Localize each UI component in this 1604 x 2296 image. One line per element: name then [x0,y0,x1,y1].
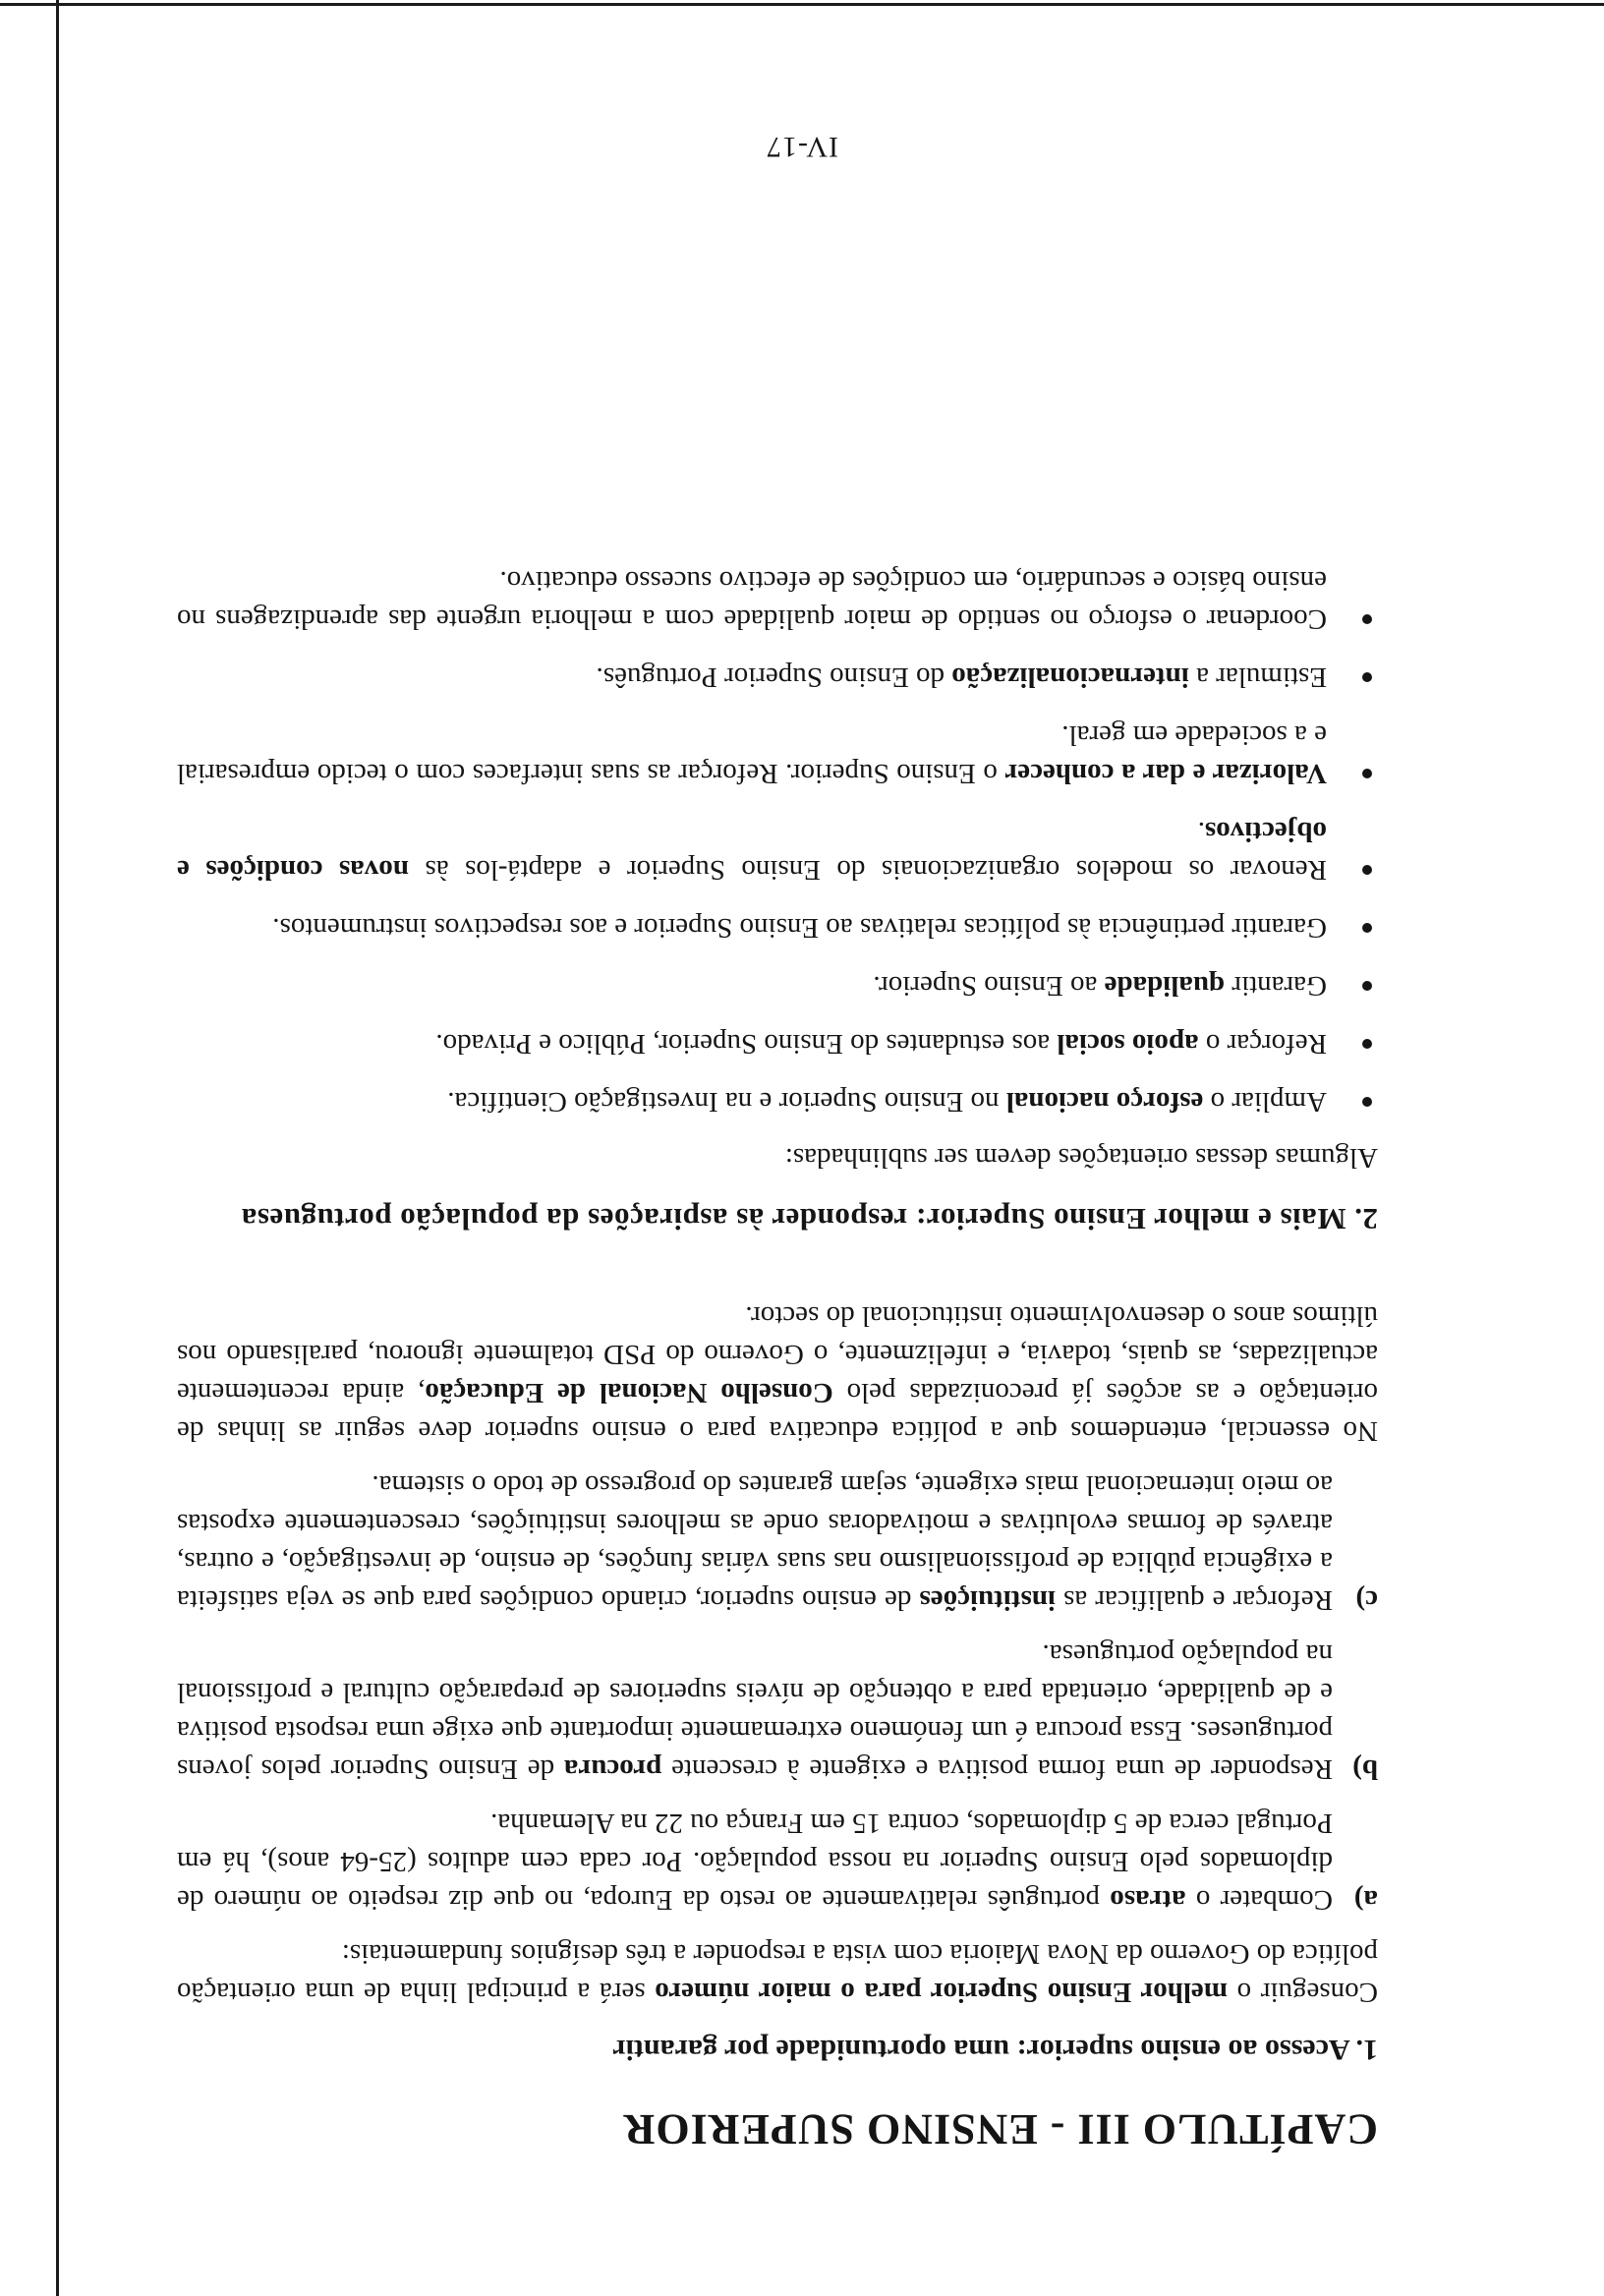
bullet-icon [1362,769,1372,778]
bullet-list [177,561,1378,1120]
page-number: IV-17 [766,131,838,163]
item-label: b) [1352,1753,1378,1785]
bullet-item: Coordenar o esforço no sentido de maior qualidade com a melhoria urgente das aprendizagens no ensino básico e secundário, em condições de efectivo sucesso educativo. [177,561,1378,638]
bullet-item: Garantir pertinência às políticas relativas ao Ensino Superior e aos respectivos instrumentos. [177,908,1378,947]
section-1-intro: Conseguir o melhor Ensino Superior para o maior número será a principal linha de uma orientação política do Governo da Nova Maioria com vista a responder a três desígnios fundamentais: [177,1938,1378,2008]
document-body [176,542,1378,2153]
bullet-icon [1362,981,1372,991]
bullet-item: Ampliar o esforço nacional no Ensino Superior e na Investigação Científica. [177,1082,1378,1120]
bullet-icon [1362,865,1372,875]
list-item [177,1635,1378,1788]
bullet-icon [1362,923,1372,933]
bullet-item: Garantir qualidade ao Ensino Superior. [177,966,1378,1004]
bullet-icon [1362,614,1372,624]
list-item [177,1804,1378,1919]
item-text: Responder de uma forma positiva e exigente à crescente procura de Ensino Superior pelos jovens portugueses. Essa procura é um fenómeno extremamente importante que exige uma resposta positiva e de qualidade, orientada para a obtenção de níveis superiores de preparação cultural e profissional na população portuguesa. [177,1638,1333,1785]
item-text: Reforçar e qualificar as instituições de ensino superior, criando condições para que se veja satisfeita a exigência pública de profissionalismo nas suas várias funções, de ensino, de investigação, e outras, através de formas evolutivas e motivadoras onde as melhores instituições, crescentemente expostas ao meio internacional mais exigente, sejam garantes do progresso de todo o sistema. [176,1469,1333,1616]
section-1-closing: No essencial, entendemos que a política educativa para o ensino superior deve seguir as linhas de orientação e as acções já preconizadas pelo Conselho Nacional de Educação, ainda recentemente actualizadas, as quais, todavia, e infelizmente, o Governo do PSD totalmente ignorou, paralisando nos últimos anos o desenvolvimento institucional do sector. [177,1300,1378,1447]
bullet-icon [1362,1097,1372,1107]
item-label: c) [1355,1584,1378,1616]
scan-edge-bottom [0,3,1604,6]
list-item [177,1465,1378,1619]
bullet-icon [1362,672,1372,682]
bullet-item: Valorizar e dar a conhecer o Ensino Superior. Reforçar as suas interfaces com o tecido empresarial e a sociedade em geral. [177,716,1378,792]
bullet-item: Reforçar o apoio social aos estudantes do Ensino Superior, Público e Privado. [177,1024,1378,1062]
item-text: Combater o atraso português relativamente ao resto da Europa, no que diz respeito ao número de diplomados pelo Ensino Superior na nossa população. Por cada cem adultos (25-64 anos), há em Portugal cerca de 5 diplomados, contra 15 em França ou 22 na Alemanha. [177,1808,1333,1916]
chapter-title: CAPÍTULO III - ENSINO SUPERIOR [622,2105,1378,2153]
section-2-title: 2. Mais e melhor Ensino Superior: responder às aspirações da população portuguesa [241,1202,1378,1236]
bullet-item: Estimular a internacionalização do Ensino Superior Português. [177,658,1378,696]
scan-edge-left [56,0,59,2296]
item-label: a) [1353,1884,1378,1916]
section-2-intro: Algumas dessas orientações devem ser sublinhadas: [784,1142,1378,1174]
bullet-item: Renovar os modelos organizacionais do Ensino Superior e adaptá-los às novas condições e objectivos. [177,812,1378,889]
bullet-icon [1362,1039,1372,1049]
section-1-title: 1. Acesso ao ensino superior: uma oportunidade por garantir [612,2034,1378,2066]
